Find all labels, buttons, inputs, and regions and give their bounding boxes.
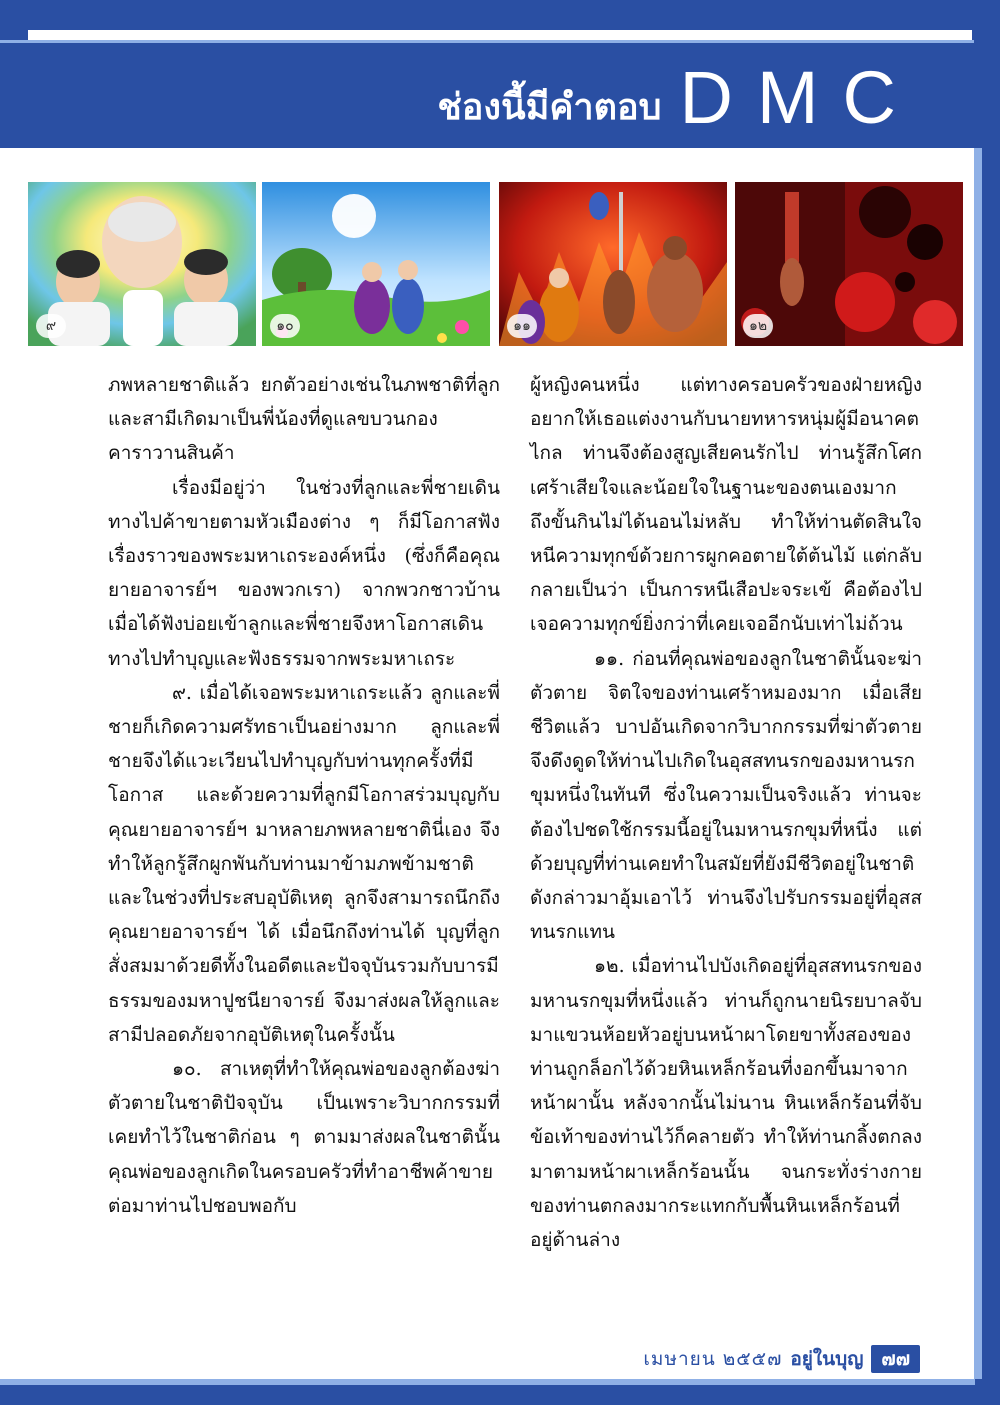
image-number-label: ๑๐ [270,314,300,338]
bottom-frame-border [0,1379,1000,1405]
issue-date: เมษายน ๒๕๕๗ [643,1348,783,1370]
meadow-couple-image [262,182,490,346]
hell-scene-image [735,182,963,346]
page-title [437,58,920,138]
paragraph: ผู้หญิงคนหนึ่ง แต่ทางครอบครัวของฝ่ายหญิงอยากให้เธอแต่งงานกับนายทหารหนุ่มผู้มีอนาคตไกล ท่านจึงต้องสูญเสียคนรักไป ท่านรู้สึกโศกเศร้าเสียใจและน้อยใจในฐานะของตนเองมาก ถึงขั้นกินไม่ได้นอนไม่หลับ ทำให้ท่านตัดสินใจหนีความทุกข์ด้วยการผูกคอตายใต้ต้นไม้ แต่กลับกลายเป็นว่า เป็นการหนีเสือปะจระเข้ คือต้องไปเจอความทุกข์ยิ่งกว่าที่เคยเจออีกนับเท่าไม่ถ้วน [530,374,922,636]
magazine-name: อยู่ในบุญ [790,1348,864,1370]
paragraph: ๑๒. เมื่อท่านไปบังเกิดอยู่ที่อุสสทนรกของมหานรกขุมที่หนึ่งแล้ว ท่านก็ถูกนายนิรยบาลจับมาแขวนห้อยหัวอยู่บนหน้าผาโดยขาทั้งสองของท่านถูกล็อกไว้ด้วยหินเหล็กร้อนที่งอกขึ้นมาจากหน้าผานั้น หลังจากนั้นไม่นาน หินเหล็กร้อนที่จับข้อเท้าของท่านไว้ก็คลายตัว ทำให้ท่านกลิ้งตกลงมาตามหน้าผาเหล็กร้อนนั้น จนกระทั่งร่างกายของท่านตกลงมากระแทกกับพื้นหินเหล็กร้อนที่อยู่ด้านล่าง [530,955,922,1252]
title-thai: ช่องนี้มีคำตอบ [437,87,662,128]
page-footer [643,1344,920,1374]
header-light-stripe [0,40,976,43]
paragraph: ๑๑. ก่อนที่คุณพ่อของลูกในชาตินั้นจะฆ่าตัวตาย จิตใจของท่านเศร้าหมองมาก เมื่อเสียชีวิตแล้ว บาปอันเกิดจากวิบากกรรมที่ฆ่าตัวตายจึงดึงดูดให้ท่านไปเกิดในอุสสทนรกของมหานรกขุมหนึ่งในทันที ซึ่งในความเป็นจริงแล้ว ท่านจะต้องไปชดใช้กรรมนี้อยู่ในมหานรกขุมที่หนึ่ง แต่ด้วยบุญที่ท่านเคยทำในสมัยที่ยังมีชีวิตอยู่ในชาติดังกล่าวมาอุ้มเอาไว้ ท่านจึงไปรับกรรมอยู่ที่อุสสทนรกแทน [530,647,922,944]
image-number-label: ๑๑ [507,314,537,338]
paragraph: ๙. เมื่อได้เจอพระมหาเถระแล้ว ลูกและพี่ชายก็เกิดความศรัทธาเป็นอย่างมาก ลูกและพี่ชายจึงได้แวะเวียนไปทำบุญกับท่านทุกครั้งที่มีโอกาส และด้วยความที่ลูกมีโอกาสร่วมบุญกับคุณยายอาจารย์ฯ มาหลายภพหลายชาตินี่เอง จึงทำให้ลูกรู้สึกผูกพันกับท่านมาข้ามภพข้ามชาติ และในช่วงที่ประสบอุบัติเหตุ ลูกจึงสามารถนึกถึงคุณยายอาจารย์ฯ ได้ เมื่อนึกถึงท่านได้ บุญที่ลูกสั่งสมมาด้วยดีทั้งในอดีตและปัจจุบันรวมกับบารมีธรรมของมหาปูชนียาจารย์ จึงมาส่งผลให้ลูกและสามีปลอดภัยจากอุบัติเหตุในครั้งนั้น [108,681,500,1046]
title-brand: DMC [679,56,920,139]
paragraph: ภพหลายชาติแล้ว ยกตัวอย่างเช่นในภพชาติที่ลูกและสามีเกิดมาเป็นพี่น้องที่ดูแลขบวนกองคาราวานสินค้า [108,374,500,465]
image-number-label: ๙ [36,314,66,338]
meditation-image [28,182,256,346]
paragraph: ๑๐. สาเหตุที่ทำให้คุณพ่อของลูกต้องฆ่าตัวตายในชาติปัจจุบัน เป็นเพราะวิบากกรรมที่เคยทำไว้ในชาติก่อน ๆ ตามมาส่งผลในชาตินั้นคุณพ่อของลูกเกิดในครอบครัวที่ทำอาชีพค้าขาย ต่อมาท่านไปชอบพอกับ [108,1058,500,1217]
left-text-column [108,368,500,1223]
image-number-label: ๑๒ [743,314,773,338]
header-band [0,0,1000,148]
page-number: ๗๗ [871,1345,920,1373]
illustration-strip [28,182,963,346]
header-white-line [28,30,972,40]
paragraph: เรื่องมีอยู่ว่า ในช่วงที่ลูกและพี่ชายเดินทางไปค้าขายตามหัวเมืองต่าง ๆ ก็มีโอกาสฟังเรื่องราวของพระมหาเถระองค์หนึ่ง (ซึ่งก็คือคุณยายอาจารย์ฯ ของพวกเรา) จากพวกชาวบ้าน เมื่อได้ฟังบ่อยเข้าลูกและพี่ชายจึงหาโอกาสเดินทางไปทำบุญและฟังธรรมจากพระมหาเถระ [108,476,500,670]
right-frame-border [974,0,1000,1405]
right-text-column [530,368,922,1257]
fire-scene-image [499,182,727,346]
